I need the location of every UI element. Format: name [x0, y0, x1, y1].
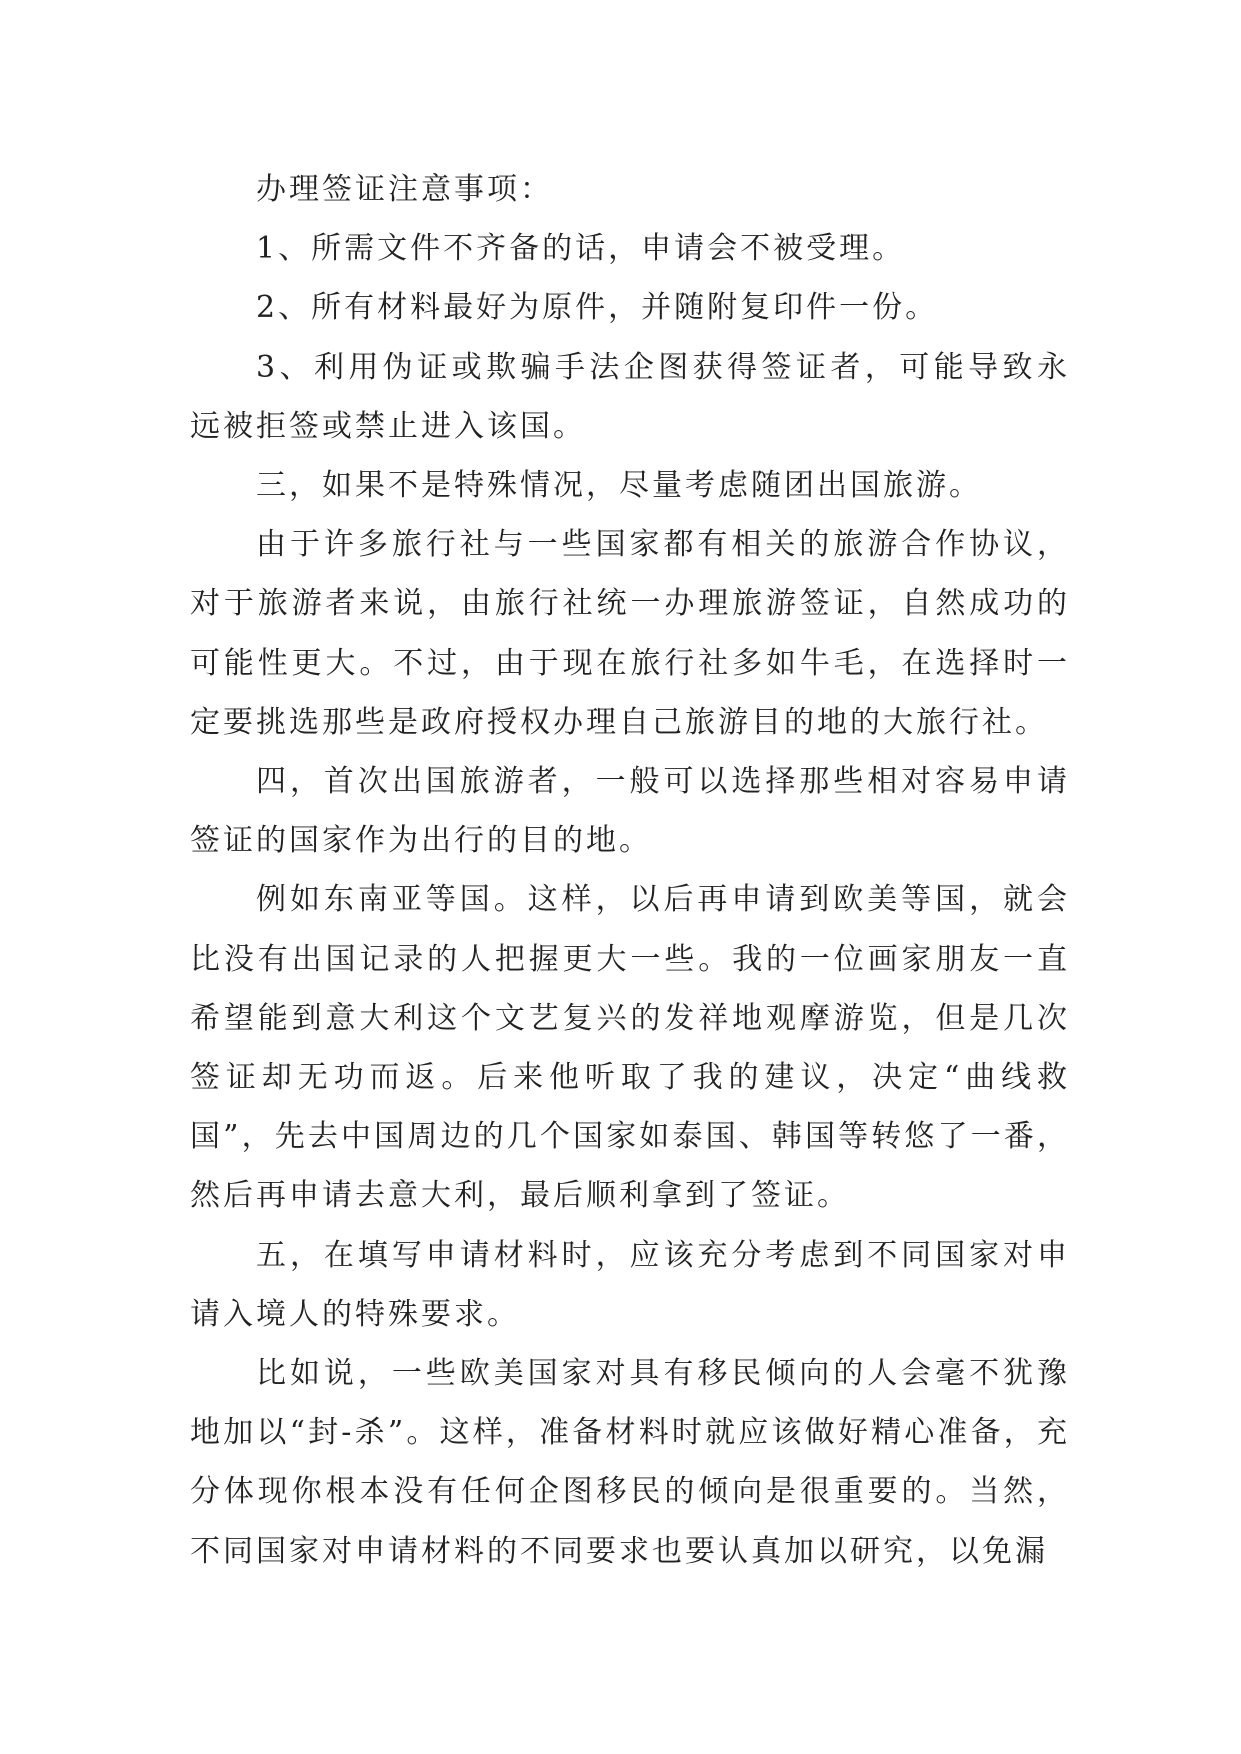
paragraph-section-5: 五，在填写申请材料时，应该充分考虑到不同国家对申请入境人的特殊要求。 — [190, 1237, 1070, 1332]
paragraph-note-3: 3、利用伪证或欺骗手法企图获得签证者，可能导致永远被拒签或禁止进入该国。 — [190, 349, 1070, 444]
paragraph-travel-agency: 由于许多旅行社与一些国家都有相关的旅游合作协议，对于旅游者来说，由旅行社统一办理旅游签证，自然成功的可能性更大。不过，由于现在旅行社多如牛毛，在选择时一定要挑选那些是政府授权办理自己旅游目的地的大旅行社。 — [190, 527, 1070, 740]
paragraph-section-3: 三，如果不是特殊情况，尽量考虑随团出国旅游。 — [256, 468, 982, 504]
paragraph-note-1: 1、所需文件不齐备的话，申请会不被受理。 — [256, 231, 906, 267]
paragraph-immigration-tendency: 比如说，一些欧美国家对具有移民倾向的人会毫不犹豫地加以“封-杀”。这样，准备材料时就应该做好精心准备，充分体现你根本没有任何企图移民的倾向是很重要的。当然，不同国家对申请材料的不同要求也要认真加以研究，以免漏 — [190, 1356, 1070, 1569]
document-body — [190, 160, 1070, 1581]
paragraph-section-4: 四，首次出国旅游者，一般可以选择那些相对容易申请签证的国家作为出行的目的地。 — [190, 764, 1070, 859]
paragraph-note-2: 2、所有材料最好为原件，并随附复印件一份。 — [256, 290, 939, 326]
paragraph-example-southeast-asia: 例如东南亚等国。这样，以后再申请到欧美等国，就会比没有出国记录的人把握更大一些。我的一位画家朋友一直希望能到意大利这个文艺复兴的发祥地观摩游览，但是几次签证却无功而返。后来他听取了我的建议，决定“曲线救国”，先去中国周边的几个国家如泰国、韩国等转悠了一番，然后再申请去意大利，最后顺利拿到了签证。 — [190, 882, 1070, 1214]
paragraph-visa-notes-heading: 办理签证注意事项： — [256, 172, 553, 207]
